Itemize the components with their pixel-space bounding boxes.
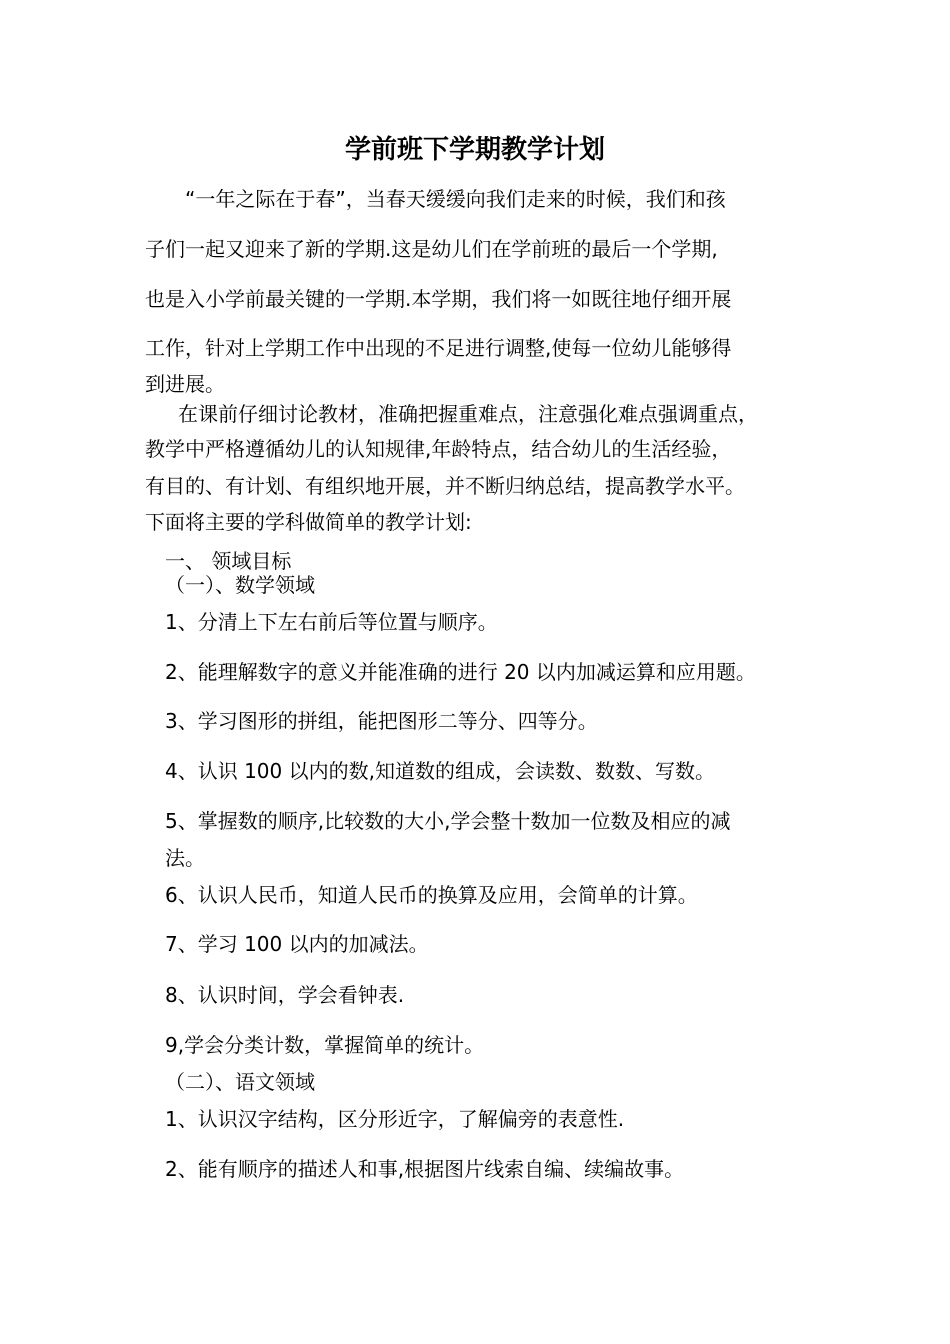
intro-line: 子们一起又迎来了新的学期.这是幼儿们在学前班的最后一个学期, bbox=[145, 237, 718, 261]
intro-line: 工作，针对上学期工作中出现的不足进行调整,使每一位幼儿能够得 bbox=[145, 336, 732, 360]
list-item: 9,学会分类计数，掌握简单的统计。 bbox=[165, 1033, 485, 1057]
subsection-heading-chinese: （二）、语文领域 bbox=[165, 1070, 315, 1094]
list-item: 7、学习 100 以内的加减法。 bbox=[165, 932, 429, 956]
paragraph-line: 在课前仔细讨论教材，准确把握重难点，注意强化难点强调重点， bbox=[178, 402, 758, 426]
list-item: 8、认识时间，学会看钟表. bbox=[165, 983, 405, 1007]
intro-line: 到进展。 bbox=[145, 372, 225, 396]
document-title: 学前班下学期教学计划 bbox=[344, 135, 605, 165]
list-item: 1、分清上下左右前后等位置与顺序。 bbox=[165, 610, 498, 634]
intro-line: 也是入小学前最关键的一学期.本学期，我们将一如既往地仔细开展 bbox=[145, 287, 732, 311]
list-item: 法。 bbox=[165, 846, 205, 870]
intro-line: “一年之际在于春”，当春天缓缓向我们走来的时候，我们和孩 bbox=[185, 187, 726, 211]
list-item: 2、能有顺序的描述人和事,根据图片线索自编、续编故事。 bbox=[165, 1157, 685, 1181]
subsection-heading-math: （一）、数学领域 bbox=[165, 573, 315, 597]
section-heading: 一、 领域目标 bbox=[165, 549, 292, 573]
paragraph-line: 教学中严格遵循幼儿的认知规律,年龄特点，结合幼儿的生活经验， bbox=[145, 437, 732, 461]
list-item: 1、认识汉字结构，区分形近字，了解偏旁的表意性. bbox=[165, 1107, 625, 1131]
list-item: 6、认识人民币，知道人民币的换算及应用，会简单的计算。 bbox=[165, 883, 698, 907]
paragraph-line: 有目的、有计划、有组织地开展，并不断归纳总结，提高教学水平。 bbox=[145, 474, 745, 498]
paragraph-line: 下面将主要的学科做简单的教学计划: bbox=[145, 510, 472, 534]
list-item: 5、掌握数的顺序,比较数的大小,学会整十数加一位数及相应的减 bbox=[165, 809, 731, 833]
list-item: 3、学习图形的拼组，能把图形二等分、四等分。 bbox=[165, 709, 598, 733]
list-item: 4、认识 100 以内的数,知道数的组成，会读数、数数、写数。 bbox=[165, 759, 715, 783]
list-item: 2、能理解数字的意义并能准确的进行 20 以内加减运算和应用题。 bbox=[165, 660, 756, 684]
